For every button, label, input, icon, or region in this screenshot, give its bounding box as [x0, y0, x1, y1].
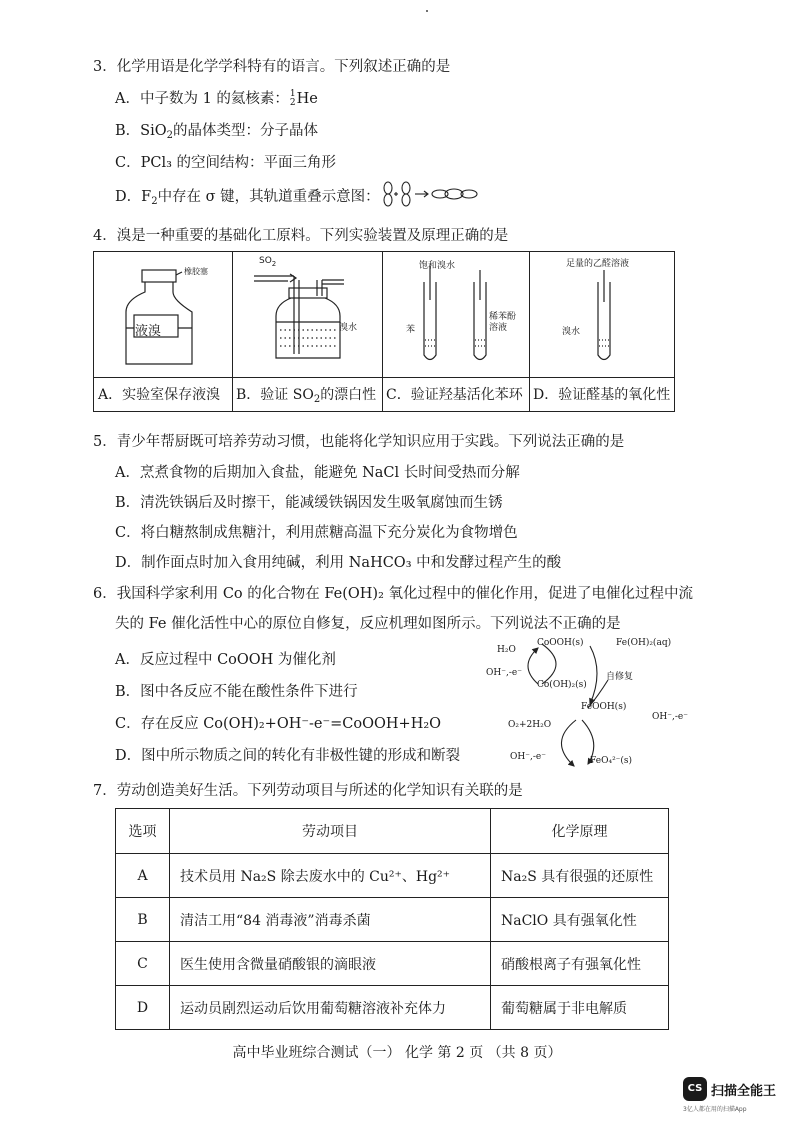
label-feooh-s: FeOOH(s): [581, 702, 627, 712]
row-option: B: [116, 898, 170, 942]
label-feoh2-aq: Fe(OH)₂(aq): [616, 638, 672, 648]
q5-option-d: D．制作面点时加入食用纯碱，利用 NaHCO₃ 中和发酵过程产生的酸: [115, 555, 562, 571]
label-coh2-s: Co(OH)₂(s): [537, 680, 587, 690]
label-benzene: 苯: [406, 325, 416, 335]
row-option: A: [116, 854, 170, 898]
label-so2: $SO_2$: [259, 256, 277, 268]
header-option: 选项: [116, 809, 170, 854]
caption-a: A．实验室保存液溴: [98, 387, 221, 403]
table-row: [116, 898, 669, 942]
row-principle: NaClO 具有强氧化性: [491, 898, 669, 942]
label-rubber-stopper: 橡胶塞: [184, 267, 208, 276]
label-dilute-phenol: 稀苯酚溶液: [489, 312, 517, 333]
page-footer: 高中毕业班综合测试（一） 化学 第 2 页 （共 8 页）: [232, 1045, 562, 1061]
caption-d: D．验证醛基的氧化性: [533, 387, 671, 403]
camscanner-logo-icon: CS: [683, 1077, 707, 1101]
caption-c: C．验证羟基活化苯环: [386, 387, 523, 403]
q6-option-c: C．存在反应 Co(OH)₂+OH⁻-e⁻=CoOOH+H₂O: [115, 716, 442, 732]
label-liquid-bromine: 液溴: [135, 324, 162, 339]
orbital-overlap-diagram: [382, 180, 482, 208]
label-cooh-s: CoOOH(s): [537, 638, 584, 648]
q5-option-a: A．烹煮食物的后期加入食盐，能避免 NaCl 长时间受热而分解: [115, 465, 520, 481]
row-principle: Na₂S 具有很强的还原性: [491, 854, 669, 898]
q6-option-a: A．反应过程中 CoOOH 为催化剂: [115, 652, 336, 668]
q5-option-c: C．将白糖熬制成焦糖汁，利用蔗糖高温下充分炭化为食物增色: [115, 525, 518, 541]
row-option: C: [116, 942, 170, 986]
header-labor-item: 劳动项目: [170, 809, 491, 854]
row-labor-item: 医生使用含微量硝酸银的滴眼液: [170, 942, 491, 986]
label-bromine-water: 溴水: [339, 323, 358, 333]
label-excess-acetaldehyde: 足量的乙醛溶液: [566, 259, 630, 269]
q5-option-b: B．清洗铁锅后及时擦干，能减缓铁锅因发生吸氧腐蚀而生锈: [115, 495, 503, 511]
q6-option-b: B．图中各反应不能在酸性条件下进行: [115, 684, 358, 700]
q7-table: [115, 808, 669, 1030]
watermark-name: 扫描全能王: [711, 1084, 777, 1099]
label-self-repair: 自修复: [606, 672, 634, 682]
label-oh-e-bottom: OH⁻,-e⁻: [510, 752, 546, 762]
q3-option-a: A．中子数为 1 的氦核素：1 2He: [115, 89, 318, 108]
table-row: [116, 854, 669, 898]
question-3-stem: 3．化学用语是化学学科特有的语言。下列叙述正确的是: [93, 59, 451, 75]
q3-option-d: D．$F_2$中存在 σ 键，其轨道重叠示意图：: [115, 189, 380, 207]
question-6-stem-line2: 失的 Fe 催化活性中心的原位自修复，反应机理如图所示。下列说法不正确的是: [115, 616, 621, 632]
row-principle: 葡萄糖属于非电解质: [491, 986, 669, 1030]
scan-speck: [426, 10, 428, 12]
row-labor-item: 技术员用 Na₂S 除去废水中的 Cu²⁺、Hg²⁺: [170, 854, 491, 898]
q4-apparatus-table: [93, 251, 675, 412]
q7-table-header: [116, 809, 669, 854]
question-7-stem: 7．劳动创造美好生活。下列劳动项目与所述的化学知识有关联的是: [93, 783, 523, 799]
row-option: D: [116, 986, 170, 1030]
label-h2o: H₂O: [497, 645, 516, 655]
row-labor-item: 运动员剧烈运动后饮用葡萄糖溶液补充体力: [170, 986, 491, 1030]
q3-option-c: C．PCl₃ 的空间结构：平面三角形: [115, 155, 337, 171]
table-row: [116, 986, 669, 1030]
table-row: [116, 942, 669, 986]
q6-option-d: D．图中所示物质之间的转化有非极性键的形成和断裂: [115, 748, 461, 764]
caption-b: B．验证 $SO_2$的漂白性: [236, 387, 377, 405]
question-6-stem-line1: 6．我国科学家利用 Co 的化合物在 Fe(OH)₂ 氧化过程中的催化作用，促进了电催化过程中流: [93, 586, 693, 602]
label-bromine-water-d: 溴水: [562, 327, 581, 337]
label-feo4-s: FeO₄²⁻(s): [590, 756, 633, 766]
label-o2-2h2o: O₂+2H₂O: [508, 720, 552, 730]
row-labor-item: 清洁工用“84 消毒液”消毒杀菌: [170, 898, 491, 942]
row-principle: 硝酸根离子有强氧化性: [491, 942, 669, 986]
q3-option-b: B．SiO$_2$的晶体类型：分子晶体: [115, 123, 318, 141]
label-saturated-bromine-water: 饱和溴水: [419, 261, 456, 271]
gas-washing-apparatus: [244, 258, 374, 370]
question-5-stem: 5．青少年帮厨既可培养劳动习惯，也能将化学知识应用于实践。下列说法正确的是: [93, 434, 625, 450]
header-principle: 化学原理: [491, 809, 669, 854]
question-4-stem: 4．溴是一种重要的基础化工原料。下列实验装置及原理正确的是: [93, 228, 509, 244]
aldehyde-test-apparatus: [544, 260, 664, 370]
watermark-tagline: 3亿人都在用的扫描App: [683, 1106, 747, 1113]
label-oh-e-right: OH⁻,-e⁻: [652, 712, 688, 722]
label-oh-e-left: OH⁻,-e⁻: [486, 668, 522, 678]
